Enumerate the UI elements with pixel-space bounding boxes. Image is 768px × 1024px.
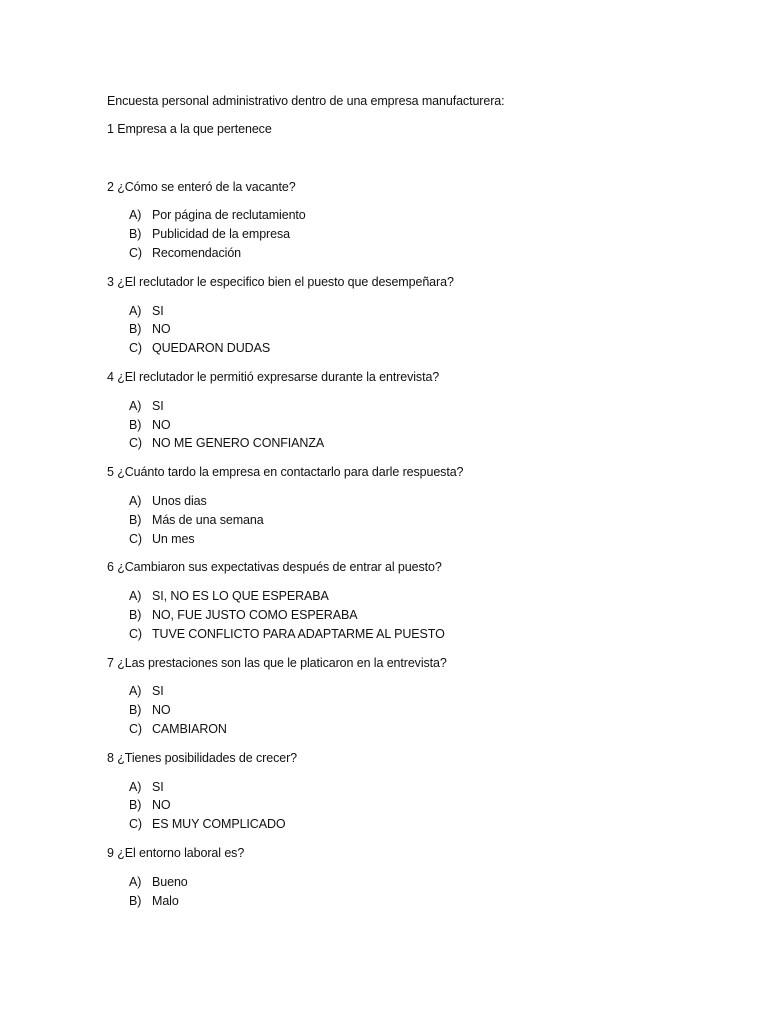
option-item xyxy=(129,416,707,435)
option-letter: C) xyxy=(129,341,142,356)
option-text: NO, FUE JUSTO COMO ESPERABA xyxy=(152,607,358,622)
option-letter: B) xyxy=(129,227,142,242)
option-item xyxy=(129,339,707,358)
option-letter: B) xyxy=(129,703,142,718)
option-text: TUVE CONFLICTO PARA ADAPTARME AL PUESTO xyxy=(152,626,445,641)
option-letter: C) xyxy=(129,721,142,736)
option-item xyxy=(129,587,707,606)
option-text: Unos dias xyxy=(152,493,207,508)
option-text: Bueno xyxy=(152,874,188,889)
option-letter: C) xyxy=(129,817,142,832)
question-3: 3 ¿El reclutador le especifico bien el puesto que desempeñara? xyxy=(107,274,454,289)
option-item xyxy=(129,511,707,530)
option-item xyxy=(129,778,707,797)
option-text: Más de una semana xyxy=(152,512,264,527)
option-letter: A) xyxy=(129,684,142,699)
option-letter: C) xyxy=(129,436,142,451)
option-letter: B) xyxy=(129,893,142,908)
option-letter: B) xyxy=(129,417,142,432)
option-item xyxy=(129,796,707,815)
option-text: Un mes xyxy=(152,531,195,546)
option-letter: C) xyxy=(129,245,142,260)
option-letter: A) xyxy=(129,874,142,889)
answer-blank-space xyxy=(107,139,707,178)
option-letter: B) xyxy=(129,607,142,622)
option-item xyxy=(129,434,707,453)
question-8: 8 ¿Tienes posibilidades de crecer? xyxy=(107,750,297,765)
options-list xyxy=(107,206,707,262)
option-text: NO ME GENERO CONFIANZA xyxy=(152,436,325,451)
survey-title: Encuesta personal administrativo dentro de una empresa manufacturera: xyxy=(107,94,505,108)
option-item xyxy=(129,206,707,225)
options-list xyxy=(107,873,707,911)
question-9: 9 ¿El entorno laboral es? xyxy=(107,845,245,860)
option-text: QUEDARON DUDAS xyxy=(152,341,271,356)
option-text: Recomendación xyxy=(152,245,242,260)
option-item xyxy=(129,397,707,416)
option-text: SI xyxy=(152,398,164,413)
option-letter: B) xyxy=(129,322,142,337)
question-1: 1 Empresa a la que pertenece xyxy=(107,121,272,136)
option-item xyxy=(129,720,707,739)
option-letter: A) xyxy=(129,779,142,794)
option-item xyxy=(129,873,707,892)
option-item xyxy=(129,625,707,644)
option-item xyxy=(129,892,707,911)
option-item xyxy=(129,701,707,720)
option-item xyxy=(129,225,707,244)
options-list xyxy=(107,778,707,834)
option-letter: B) xyxy=(129,798,142,813)
option-item xyxy=(129,492,707,511)
options-list xyxy=(107,682,707,738)
option-letter: A) xyxy=(129,589,142,604)
question-2: 2 ¿Cómo se enteró de la vacante? xyxy=(107,179,296,194)
survey-document xyxy=(107,92,707,920)
option-text: NO xyxy=(152,322,171,337)
option-item xyxy=(129,244,707,263)
question-5: 5 ¿Cuánto tardo la empresa en contactarlo para darle respuesta? xyxy=(107,465,464,480)
option-text: SI, NO ES LO QUE ESPERABA xyxy=(152,589,329,604)
option-item xyxy=(129,682,707,701)
option-text: SI xyxy=(152,303,164,318)
option-letter: C) xyxy=(129,531,142,546)
option-letter: A) xyxy=(129,493,142,508)
option-text: NO xyxy=(152,703,171,718)
option-letter: A) xyxy=(129,208,142,223)
option-letter: A) xyxy=(129,398,142,413)
option-letter: A) xyxy=(129,303,142,318)
option-item xyxy=(129,320,707,339)
option-item xyxy=(129,815,707,834)
question-6: 6 ¿Cambiaron sus expectativas después de entrar al puesto? xyxy=(107,560,442,575)
option-text: Publicidad de la empresa xyxy=(152,227,290,242)
option-text: Por página de reclutamiento xyxy=(152,208,306,223)
options-list xyxy=(107,587,707,643)
option-text: ES MUY COMPLICADO xyxy=(152,817,286,832)
option-text: CAMBIARON xyxy=(152,721,227,736)
option-letter: B) xyxy=(129,512,142,527)
questions-list xyxy=(107,178,707,911)
option-item xyxy=(129,606,707,625)
option-letter: C) xyxy=(129,626,142,641)
question-7: 7 ¿Las prestaciones son las que le platicaron en la entrevista? xyxy=(107,655,447,670)
options-list xyxy=(107,492,707,548)
option-text: SI xyxy=(152,779,164,794)
question-4: 4 ¿El reclutador le permitió expresarse durante la entrevista? xyxy=(107,369,440,384)
option-text: Malo xyxy=(152,893,179,908)
options-list xyxy=(107,302,707,358)
option-item xyxy=(129,530,707,549)
option-item xyxy=(129,302,707,321)
option-text: NO xyxy=(152,417,171,432)
option-text: SI xyxy=(152,684,164,699)
options-list xyxy=(107,397,707,453)
option-text: NO xyxy=(152,798,171,813)
